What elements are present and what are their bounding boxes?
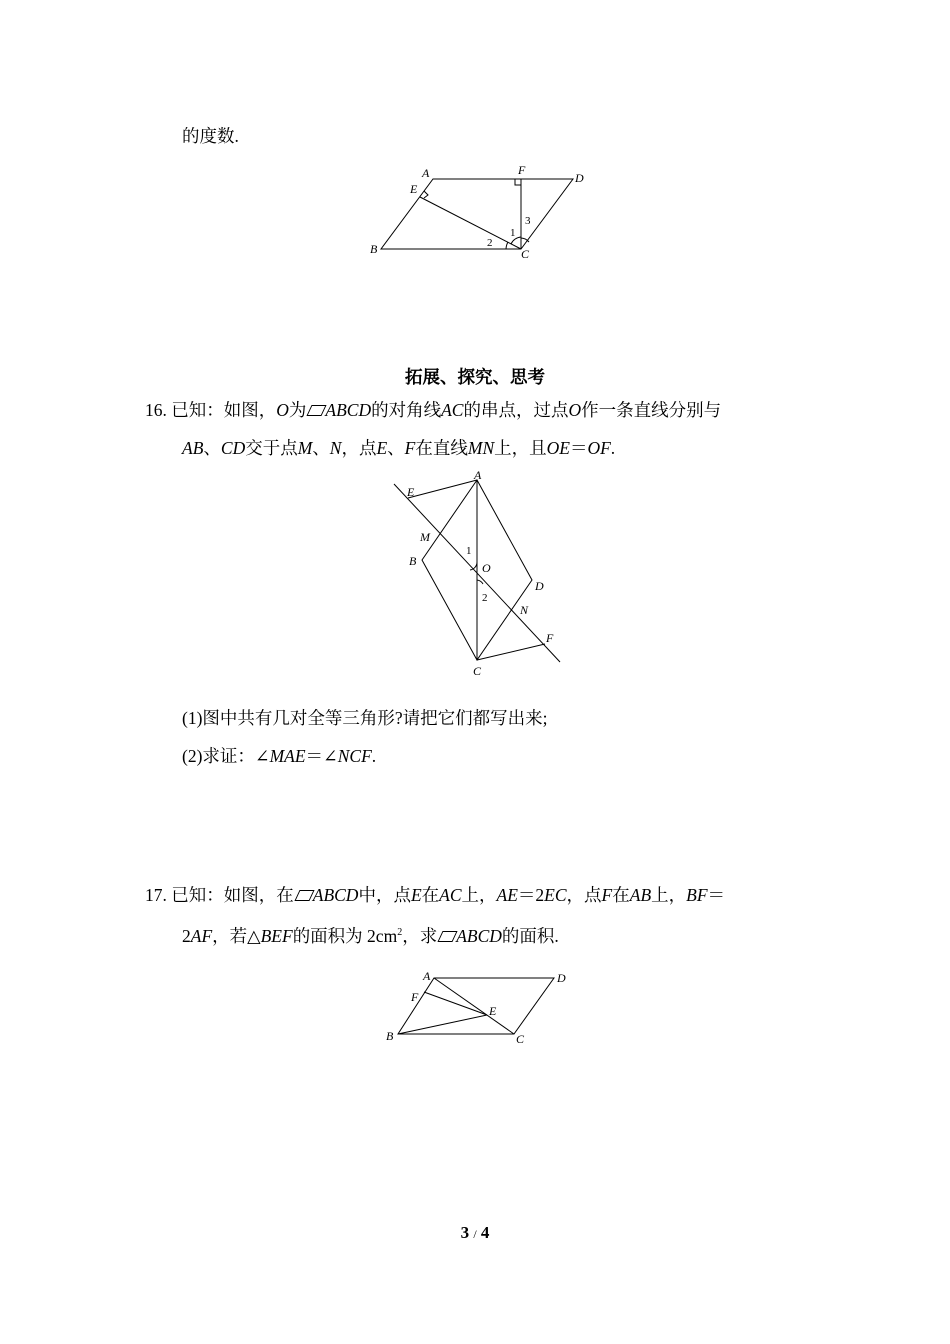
q16-text-7: 交于点 <box>245 438 298 458</box>
page-current: 3 <box>460 1223 470 1242</box>
intro-text: 的度数. <box>182 126 239 146</box>
fig15-label-f: F <box>518 163 526 177</box>
q16-sub-2 <box>182 744 376 768</box>
q16-text-2: 为 <box>288 400 307 420</box>
fig16-arc-2 <box>477 580 483 584</box>
figure-16 <box>380 470 580 685</box>
q16-text-9: ，点 <box>341 438 377 458</box>
q16-sub2-text-1: (2)求证：∠ <box>182 746 270 766</box>
page-total: 4 <box>480 1223 490 1242</box>
q17-text-10: 2 <box>182 925 191 946</box>
fig16-label-angle-1: 1 <box>466 545 472 557</box>
q16-var-mn: MN <box>467 438 495 458</box>
q16-var-o: O <box>276 400 289 420</box>
q17-var-abcd-2: ABCD <box>456 925 502 946</box>
q16-sub-1: (1)图中共有几对全等三角形?请把它们都写出来; <box>182 708 548 728</box>
fig16-label-n: N <box>520 603 529 617</box>
fig16-label-c: C <box>473 664 482 678</box>
q17-text-11: ，若△ <box>212 925 261 946</box>
q16-text-4: 的串点，过点 <box>463 400 569 420</box>
fig17-label-d: D <box>557 971 566 985</box>
q16-text-3: 的对角线 <box>371 400 442 420</box>
fig16-label-e: E <box>407 485 415 499</box>
fig16-label-a: A <box>474 468 482 482</box>
q17-text-7: 在 <box>612 885 630 905</box>
q16-text-13: ＝ <box>569 438 588 458</box>
q16-var-ab: AB <box>182 438 204 458</box>
q16-var-cd: CD <box>220 438 246 458</box>
fig16-label-b: B <box>409 554 417 568</box>
q17-line-2 <box>182 921 559 948</box>
fig17-label-c: C <box>516 1032 525 1046</box>
q16-var-o-2: O <box>568 400 582 420</box>
fig16-label-m: M <box>420 530 430 544</box>
q16-text-11: 在直线 <box>415 438 468 458</box>
q16-var-m: M <box>297 438 313 458</box>
fig16-label-f: F <box>546 631 554 645</box>
fig15-label-b: B <box>370 242 378 256</box>
fig17-parallelogram <box>398 978 554 1034</box>
q16-text-1: 已知：如图， <box>171 400 277 420</box>
q16-sub2-text-3: . <box>371 746 377 766</box>
q16-var-oe: OE <box>546 438 570 458</box>
fig17-label-e: E <box>489 1004 497 1018</box>
q17-text-5: ＝2 <box>517 885 545 905</box>
q17-var-abcd: ABCD <box>312 885 359 905</box>
fig15-label-angle-2: 2 <box>487 237 493 249</box>
parallelogram-icon <box>294 890 314 901</box>
q17-var-af: AF <box>190 925 213 946</box>
q16-var-n: N <box>329 438 342 458</box>
fig16-label-angle-2: 2 <box>482 592 488 604</box>
q17-text-4: 上， <box>461 885 497 905</box>
section-heading: 拓展、探究、思考 <box>405 367 545 387</box>
q16-text-8: 、 <box>312 438 330 458</box>
q17-text-9: ＝ <box>707 885 726 905</box>
fig17-label-b: B <box>386 1029 394 1043</box>
fig17-diagonal-ac <box>434 978 514 1034</box>
q16-var-e: E <box>376 438 388 458</box>
q17-text-13: ，求 <box>402 925 438 946</box>
fig15-right-angle-e <box>424 191 428 198</box>
fig17-line-fe <box>424 992 487 1015</box>
q17-line-1 <box>145 883 725 907</box>
q17-var-ab: AB <box>629 885 652 905</box>
q16-text-10: 、 <box>387 438 405 458</box>
q17-var-ec: EC <box>544 885 567 905</box>
q16-text-14: . <box>610 438 616 458</box>
fig16-line-cf <box>477 644 545 660</box>
q16-line-1 <box>145 398 721 422</box>
q17-text-2: 中，点 <box>358 885 411 905</box>
figure-17 <box>380 965 580 1050</box>
q17-text-14: 的面积. <box>501 925 559 946</box>
q16-var-of: OF <box>587 438 611 458</box>
q17-var-ac: AC <box>439 885 462 905</box>
q17-superscript: 2 <box>397 927 403 938</box>
fig15-label-c: C <box>521 247 530 261</box>
q17-text-8: 上， <box>651 885 687 905</box>
q16-var-f: F <box>404 438 416 458</box>
q16-line-2 <box>182 436 615 460</box>
fig15-label-angle-1: 1 <box>510 227 516 239</box>
q17-number: 17. <box>145 885 167 905</box>
q17-var-e: E <box>410 885 422 905</box>
fig17-line-be <box>398 1015 487 1034</box>
fig15-label-e: E <box>410 182 418 196</box>
parallelogram-icon <box>438 931 458 942</box>
q17-var-bf: BF <box>686 885 708 905</box>
figure-15 <box>360 160 600 270</box>
q16-var-ac: AC <box>441 400 464 420</box>
q17-var-ae: AE <box>496 885 518 905</box>
fig15-line-ce <box>420 197 521 249</box>
q17-text-6: ，点 <box>566 885 602 905</box>
page-number <box>0 1223 950 1243</box>
fig15-label-d: D <box>575 171 584 185</box>
q17-text-12: 的面积为 2cm <box>292 925 398 946</box>
fig15-label-angle-3: 3 <box>525 215 531 227</box>
fig17-label-f: F <box>411 990 419 1004</box>
fig16-label-o: O <box>482 561 491 575</box>
fig15-label-a: A <box>422 166 430 180</box>
q16-text-6: 、 <box>203 438 221 458</box>
q16-var-abcd: ABCD <box>325 400 372 420</box>
q16-number: 16. <box>145 400 167 420</box>
q16-var-ncf: NCF <box>337 746 372 766</box>
q16-var-mae: MAE <box>269 746 306 766</box>
q17-var-f: F <box>601 885 613 905</box>
parallelogram-icon <box>307 405 327 416</box>
fig15-right-angle-f <box>515 179 521 185</box>
fig15-arc-2 <box>506 242 508 249</box>
q17-text-1: 已知：如图，在 <box>171 885 294 905</box>
q16-text-5: 作一条直线分别与 <box>581 400 722 420</box>
q17-text-3: 在 <box>421 885 440 905</box>
q16-text-12: 上，且 <box>494 438 547 458</box>
fig16-label-d: D <box>535 579 544 593</box>
fig17-label-a: A <box>423 969 431 983</box>
q16-sub2-text-2: ＝∠ <box>305 746 338 766</box>
q17-var-bef: BEF <box>260 925 293 946</box>
page-separator: / <box>473 1227 477 1241</box>
